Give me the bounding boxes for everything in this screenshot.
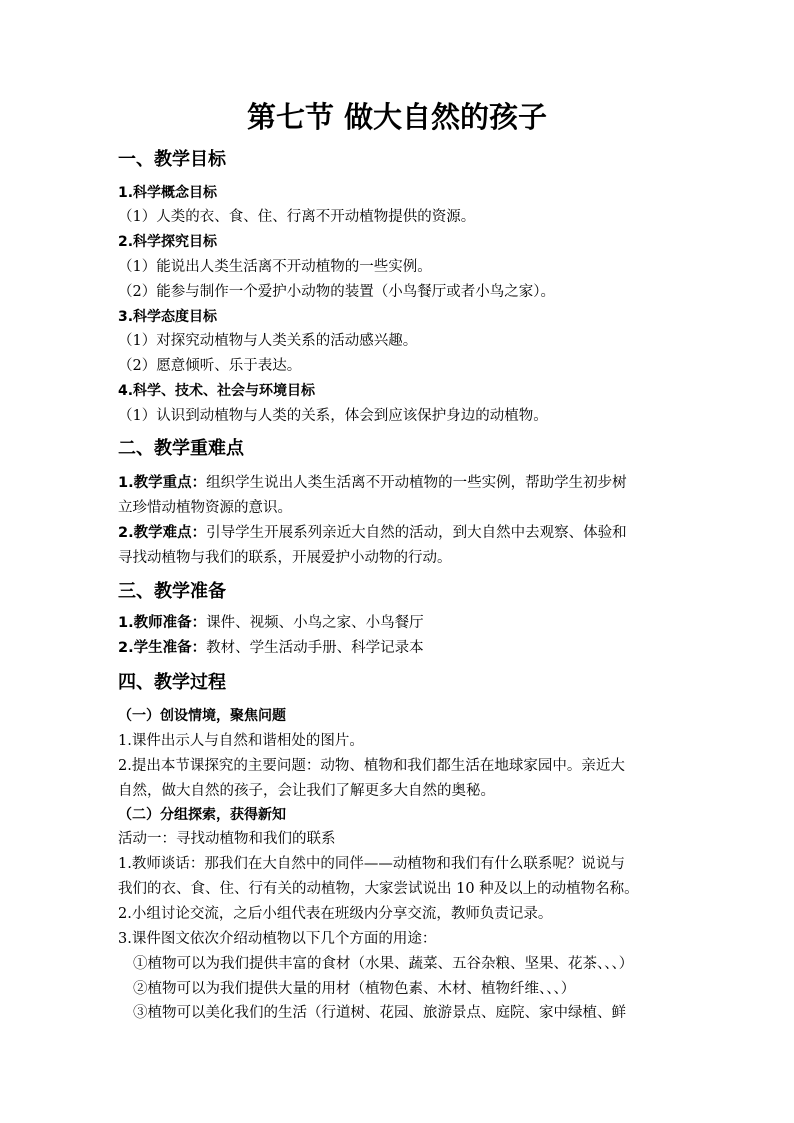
student-prep-line bbox=[118, 638, 424, 658]
goal-title-concept: 1.科学概念目标 bbox=[118, 185, 218, 201]
difficulty-text: 引导学生开展系列亲近大自然的活动，到大自然中去观察、体验和 bbox=[206, 525, 627, 541]
process-line: 2.小组讨论交流，之后小组代表在班级内分享交流，教师负责记录。 bbox=[118, 906, 553, 922]
goal-line: （1）认识到动植物与人类的关系，体会到应该保护身边的动植物。 bbox=[118, 408, 548, 424]
section-heading-process: 四、教学过程 bbox=[118, 672, 226, 693]
activity-title: 活动一：寻找动植物和我们的联系 bbox=[118, 831, 336, 847]
goal-line: （2）能参与制作一个爱护小动物的装置（小鸟餐厅或者小鸟之家）。 bbox=[118, 284, 555, 300]
key-point-text: 组织学生说出人类生活离不开动植物的一些实例，帮助学生初步树 bbox=[206, 475, 627, 491]
difficulty-line: 寻找动植物与我们的联系，开展爱护小动物的行动。 bbox=[118, 550, 452, 566]
goal-title-sts: 4.科学、技术、社会与环境目标 bbox=[118, 383, 316, 399]
difficulty-line bbox=[118, 523, 627, 543]
use-item: ②植物可以为我们提供大量的用材（植物色素、木材、植物纤维、、、） bbox=[133, 981, 576, 997]
process-line: 2.提出本节课探究的主要问题：动物、植物和我们都生活在地球家园中。亲近大 bbox=[118, 758, 625, 774]
goal-line: （1）对探究动植物与人类关系的活动感兴趣。 bbox=[118, 333, 418, 349]
use-item: ①植物可以为我们提供丰富的食材（水果、蔬菜、五谷杂粮、坚果、花茶、、、） bbox=[133, 956, 634, 972]
teacher-prep-line bbox=[118, 613, 424, 633]
section-heading-preparation: 三、教学准备 bbox=[118, 581, 226, 602]
student-prep-text: 教材、学生活动手册、科学记录本 bbox=[206, 640, 424, 656]
document-title: 第七节 做大自然的孩子 bbox=[246, 100, 548, 134]
process-line: 我们的衣、食、住、行有关的动植物，大家尝试说出 10 种及以上的动植物名称。 bbox=[118, 881, 639, 897]
goal-line: （1）能说出人类生活离不开动植物的一些实例。 bbox=[118, 259, 432, 275]
key-point-line: 立珍惜动植物资源的意识。 bbox=[118, 500, 292, 516]
goal-title-attitude: 3.科学态度目标 bbox=[118, 309, 218, 325]
difficulty-label: 2.教学难点： bbox=[118, 525, 207, 541]
goal-line: （1）人类的衣、食、住、行离不开动植物提供的资源。 bbox=[118, 209, 476, 225]
key-point-line bbox=[118, 473, 627, 493]
key-point-label: 1.教学重点： bbox=[118, 475, 207, 491]
use-item: ③植物可以美化我们的生活（行道树、花园、旅游景点、庭院、家中绿植、鲜 bbox=[133, 1005, 626, 1021]
goal-line: （2）愿意倾听、乐于表达。 bbox=[118, 358, 302, 374]
process-line: 1.课件出示人与自然和谐相处的图片。 bbox=[118, 733, 364, 749]
section-heading-key-points: 二、教学重难点 bbox=[118, 438, 244, 459]
process-line: 3.课件图文依次介绍动植物以下几个方面的用途： bbox=[118, 931, 437, 947]
student-prep-label: 2.学生准备： bbox=[118, 640, 207, 656]
process-step-title: （二）分组探索，获得新知 bbox=[118, 807, 286, 823]
section-heading-objectives: 一、教学目标 bbox=[118, 149, 226, 170]
process-line: 1.教师谈话：那我们在大自然中的同伴——动植物和我们有什么联系呢？说说与 bbox=[118, 856, 625, 872]
process-line: 自然，做大自然的孩子，会让我们了解更多大自然的奥秘。 bbox=[118, 783, 495, 799]
teacher-prep-label: 1.教师准备： bbox=[118, 615, 207, 631]
teacher-prep-text: 课件、视频、小鸟之家、小鸟餐厅 bbox=[206, 615, 424, 631]
goal-title-inquiry: 2.科学探究目标 bbox=[118, 234, 218, 250]
process-step-title: （一）创设情境，聚焦问题 bbox=[118, 708, 286, 724]
